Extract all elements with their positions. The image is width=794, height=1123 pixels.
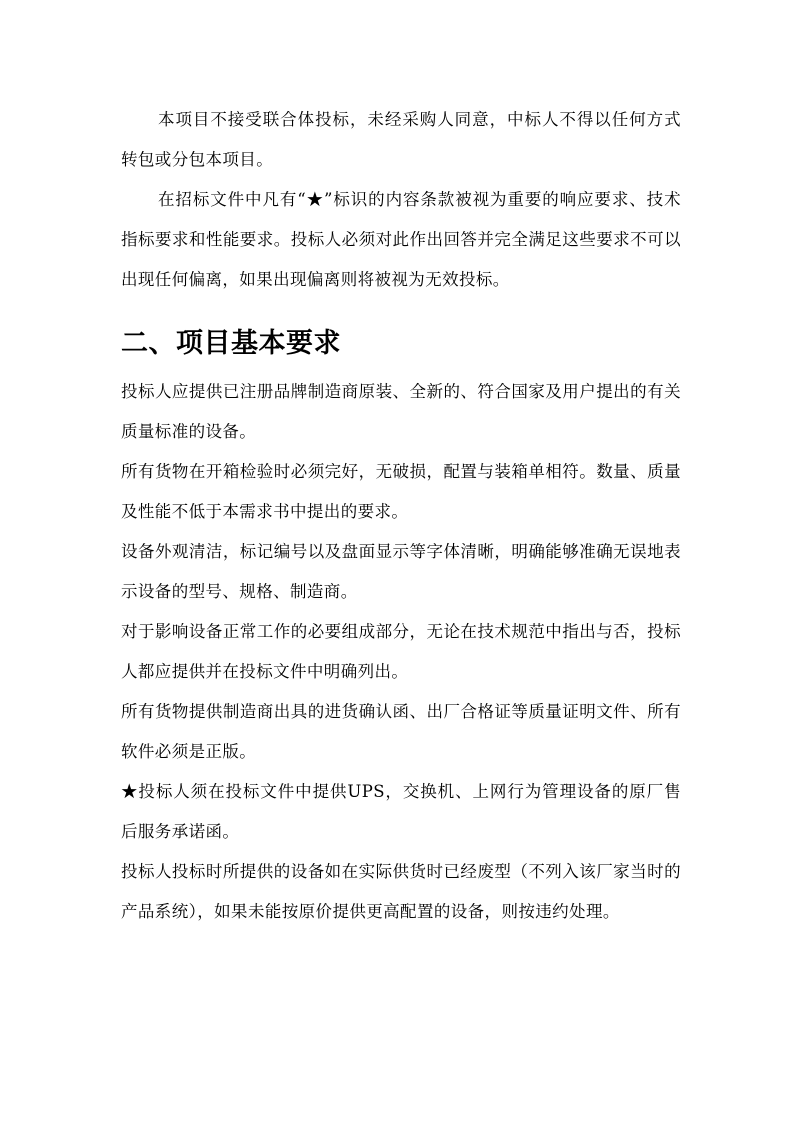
requirement-paragraph: 设备外观清洁，标记编号以及盘面显示等字体清晰，明确能够准确无误地表示设备的型号、规格、制造商。 <box>121 542 681 601</box>
section-heading: 二、项目基本要求 <box>121 328 341 359</box>
intro-paragraph-consortium: 本项目不接受联合体投标，未经采购人同意，中标人不得以任何方式转包或分包本项目。 <box>121 110 681 169</box>
requirement-paragraph: 投标人应提供已注册品牌制造商原装、全新的、符合国家及用户提出的有关质量标准的设备。 <box>121 382 681 441</box>
requirement-paragraph: 所有货物在开箱检验时必须完好，无破损，配置与装箱单相符。数量、质量及性能不低于本需求书中提出的要求。 <box>121 462 681 521</box>
document-body <box>121 100 681 932</box>
requirement-paragraph: 投标人投标时所提供的设备如在实际供货时已经废型（不列入该厂家当时的产品系统），如果未能按原价提供更高配置的设备，则按违约处理。 <box>121 862 681 921</box>
requirement-paragraph: ★投标人须在投标文件中提供UPS，交换机、上网行为管理设备的原厂售后服务承诺函。 <box>121 782 681 841</box>
requirement-paragraph: 所有货物提供制造商出具的进货确认函、出厂合格证等质量证明文件、所有软件必须是正版。 <box>121 702 681 761</box>
intro-paragraph-star-requirements: 在招标文件中凡有“★”标识的内容条款被视为重要的响应要求、技术指标要求和性能要求。投标人必须对此作出回答并完全满足这些要求不可以出现任何偏离，如果出现偏离则将被视为无效投标。 <box>121 190 681 289</box>
requirement-paragraph: 对于影响设备正常工作的必要组成部分，无论在技术规范中指出与否，投标人都应提供并在投标文件中明确列出。 <box>121 622 681 681</box>
